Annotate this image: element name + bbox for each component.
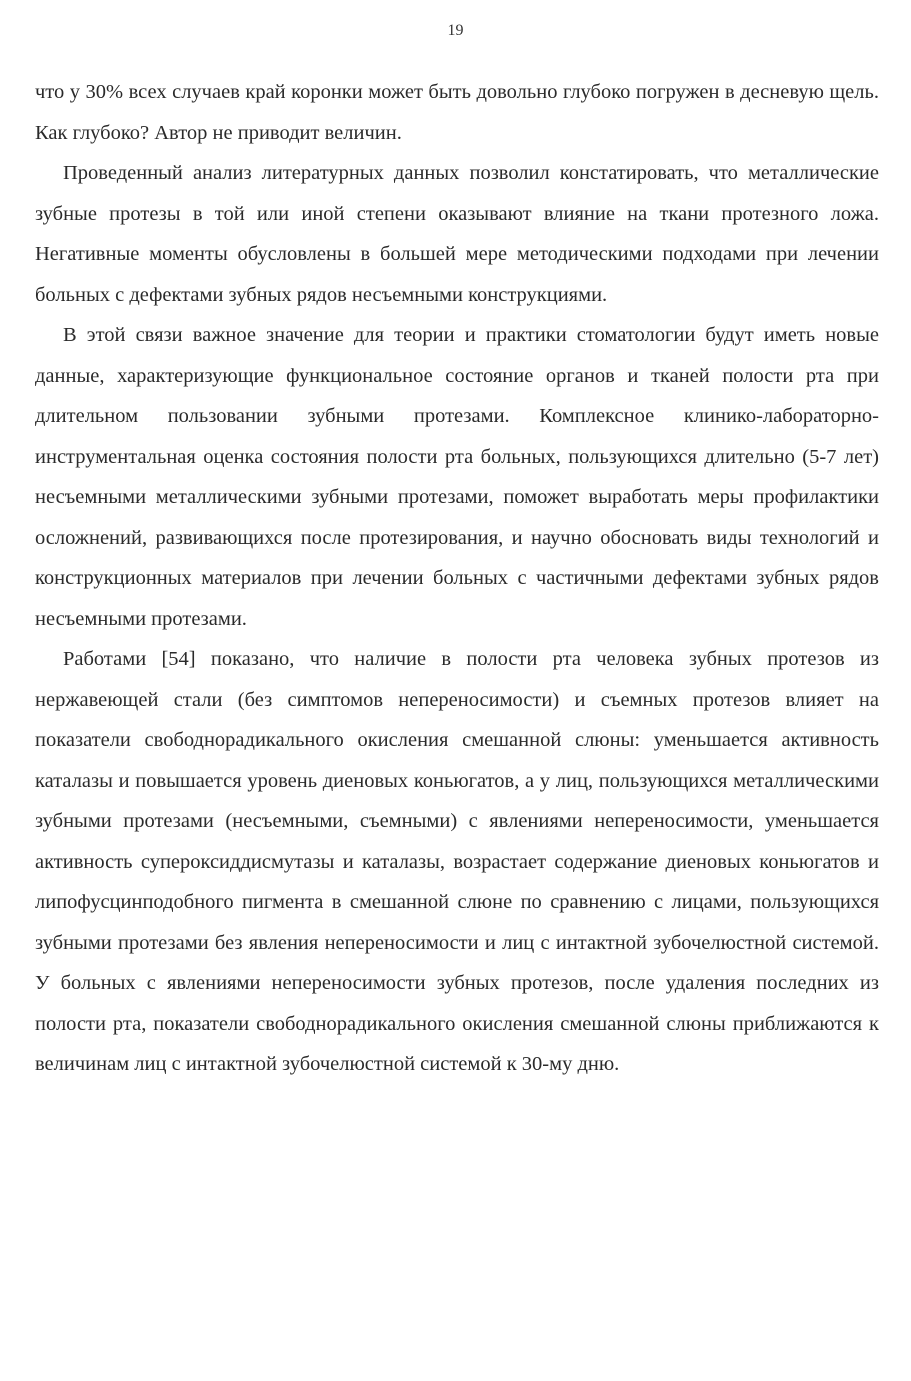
body-text	[35, 72, 879, 1085]
paragraph-3: В этой связи важное значение для теории и практики стоматологии будут иметь новые данные, характеризующие функциональное состояние органов и тканей полости рта при длительном пользовании зубными протезами. Комплексное клинико-лабораторно-инструментальная оценка состояния полости рта больных, пользующихся длительно (5-7 лет) несъемными металлическими зубными протезами, поможет выработать меры профилактики осложнений, развивающихся после протезирования, и научно обосновать виды технологий и конструкционных материалов при лечении больных с частичными дефектами зубных рядов несъемными протезами.	[35, 324, 879, 630]
paragraph-2: Проведенный анализ литературных данных позволил констатировать, что металлические зубные протезы в той или иной степени оказывают влияние на ткани протезного ложа. Негативные моменты обусловлены в большей мере методическими подходами при лечении больных с дефектами зубных рядов несъемными конструкциями.	[35, 162, 879, 306]
paragraph-1: что у 30% всех случаев край коронки может быть довольно глубоко погружен в десневую щель. Как глубоко? Автор не приводит величин.	[35, 81, 879, 144]
paragraph-4: Работами [54] показано, что наличие в полости рта человека зубных протезов из нержавеющей стали (без симптомов непереносимости) и съемных протезов влияет на показатели свободнорадикального окисления смешанной слюны: уменьшается активность каталазы и повышается уровень диеновых коньюгатов, а у лиц, пользующихся металлическими зубными протезами (несъемными, съемными) с явлениями непереносимости, уменьшается активность супероксиддисмутазы и каталазы, возрастает содержание диеновых коньюгатов и липофусцинподобного пигмента в смешанной слюне по сравнению с лицами, пользующихся зубными протезами без явления непереносимости и лиц с интактной зубочелюстной системой. У больных с явлениями непереносимости зубных протезов, после удаления последних из полости рта, показатели свободнорадикального окисления смешанной слюны приближаются к величинам лиц с интактной зубочелюстной системой к 30-му дню.	[35, 648, 879, 1075]
page-number: 19	[447, 22, 464, 39]
